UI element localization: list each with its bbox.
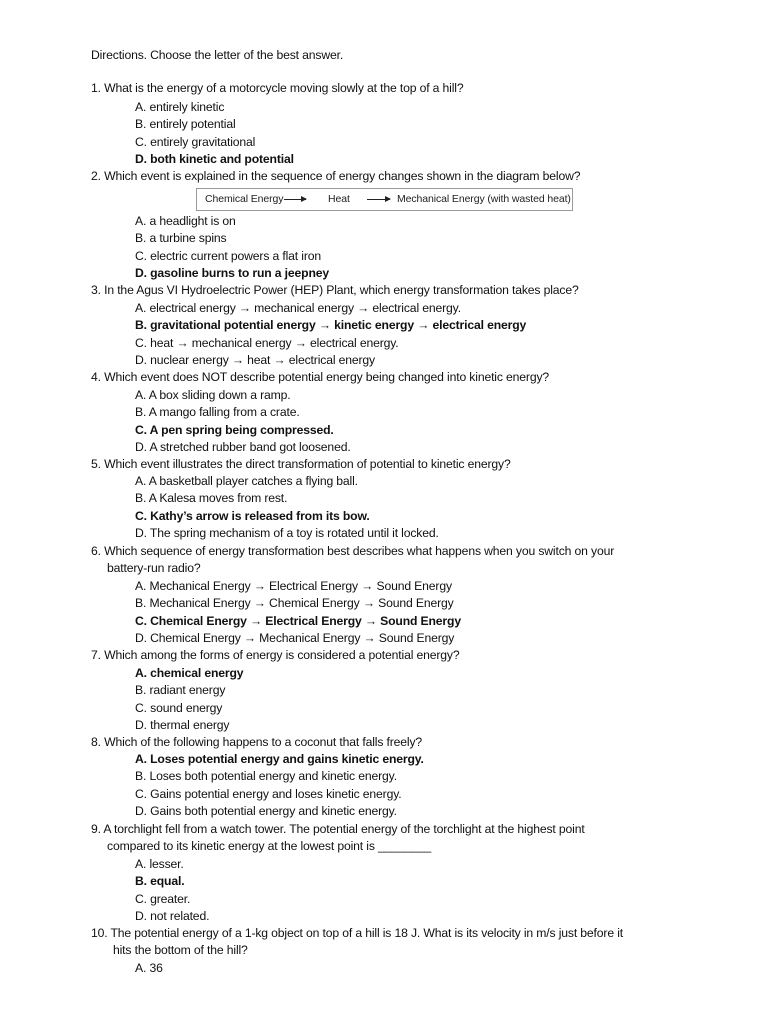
answer-choice: C. A pen spring being compressed.: [135, 422, 334, 437]
answer-choice: A. Loses potential energy and gains kinetic energy.: [135, 752, 424, 766]
answer-choice: A. A box sliding down a ramp.: [135, 388, 291, 402]
answer-choice: A. a headlight is on: [135, 214, 236, 228]
answer-choice: C. electric current powers a flat iron: [135, 248, 321, 263]
answer-choice: A. chemical energy: [135, 666, 244, 680]
answer-choice: A. entirely kinetic: [135, 100, 225, 114]
arrow-right-icon: [367, 199, 390, 200]
answer-choice: D. not related.: [135, 908, 210, 923]
answer-choice: D. gasoline burns to run a jeepney: [135, 265, 330, 280]
question-prompt: 2. Which event is explained in the sequence of energy changes shown in the diagram below?: [91, 169, 581, 183]
answer-choice: C. Gains potential energy and loses kinetic energy.: [135, 786, 402, 801]
question-prompt: hits the bottom of the hill?: [113, 943, 248, 957]
diagram-label: Mechanical Energy (with wasted heat): [397, 193, 571, 205]
answer-choice: B. equal.: [135, 874, 185, 889]
answer-choice: A. lesser.: [135, 857, 184, 871]
diagram-label: Chemical Energy: [205, 193, 284, 205]
answer-choice: A. electrical energy → mechanical energy → electrical energy.: [135, 301, 461, 315]
question-prompt: 5. Which event illustrates the direct transformation of potential to kinetic energy?: [91, 457, 511, 471]
question-prompt: compared to its kinetic energy at the lowest point is ________: [107, 839, 432, 853]
answer-choice: D. Chemical Energy → Mechanical Energy → Sound Energy: [135, 630, 455, 645]
answer-choice: B. Loses both potential energy and kinetic energy.: [135, 769, 397, 784]
answer-choice: D. nuclear energy → heat → electrical energy: [135, 352, 375, 367]
question-prompt: 8. Which of the following happens to a coconut that falls freely?: [91, 735, 423, 749]
answer-choice: C. entirely gravitational: [135, 134, 256, 149]
answer-choice: A. A basketball player catches a flying ball.: [135, 474, 358, 488]
answer-choice: D. A stretched rubber band got loosened.: [135, 439, 351, 454]
directions: Directions. Choose the letter of the best answer.: [91, 48, 344, 62]
answer-choice: C. heat → mechanical energy → electrical energy.: [135, 335, 399, 350]
question-prompt: 6. Which sequence of energy transformation best describes what happens when you switch on your: [91, 544, 615, 558]
answer-choice: D. both kinetic and potential: [135, 151, 294, 166]
arrow-right-icon: [284, 199, 306, 200]
answer-choice: B. entirely potential: [135, 117, 236, 132]
answer-choice: C. sound energy: [135, 700, 223, 715]
answer-choice: C. Kathy’s arrow is released from its bow.: [135, 508, 370, 523]
answer-choice: B. radiant energy: [135, 683, 226, 698]
question-prompt: 7. Which among the forms of energy is considered a potential energy?: [91, 648, 460, 662]
answer-choice: C. greater.: [135, 891, 191, 906]
energy-sequence-diagram: [196, 188, 573, 211]
question-prompt: 1. What is the energy of a motorcycle moving slowly at the top of a hill?: [91, 81, 464, 95]
answer-choice: D. thermal energy: [135, 717, 230, 732]
answer-choice: A. Mechanical Energy → Electrical Energy → Sound Energy: [135, 579, 452, 593]
answer-choice: B. a turbine spins: [135, 231, 227, 246]
answer-choice: B. Mechanical Energy → Chemical Energy → Sound Energy: [135, 596, 454, 611]
answer-choice: C. Chemical Energy → Electrical Energy → Sound Energy: [135, 613, 461, 628]
question-prompt: 10. The potential energy of a 1-kg object on top of a hill is 18 J. What is its velocity in m/s just before it: [91, 926, 623, 940]
answer-choice: B. A Kalesa moves from rest.: [135, 491, 288, 506]
answer-choice: B. A mango falling from a crate.: [135, 405, 300, 420]
question-prompt: 9. A torchlight fell from a watch tower. The potential energy of the torchlight at the highest point: [91, 822, 585, 836]
answer-choice: B. gravitational potential energy → kinetic energy → electrical energy: [135, 318, 527, 333]
answer-choice: D. Gains both potential energy and kinetic energy.: [135, 803, 397, 818]
question-prompt: battery-run radio?: [107, 561, 201, 575]
question-prompt: 4. Which event does NOT describe potential energy being changed into kinetic energy?: [91, 370, 550, 384]
question-prompt: 3. In the Agus VI Hydroelectric Power (HEP) Plant, which energy transformation takes place?: [91, 283, 579, 297]
diagram-label: Heat: [328, 193, 350, 205]
answer-choice: D. The spring mechanism of a toy is rotated until it locked.: [135, 525, 439, 540]
answer-choice: A. 36: [135, 961, 163, 975]
